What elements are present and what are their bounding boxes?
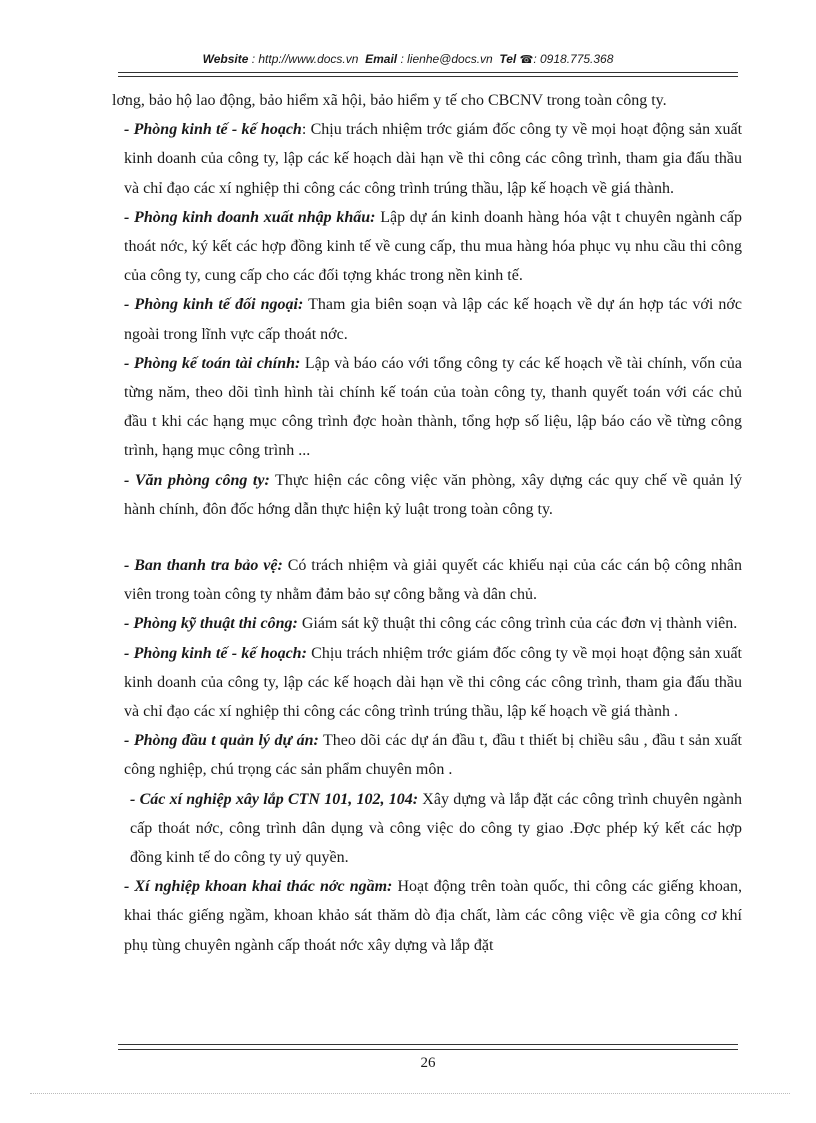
paragraph — [112, 115, 742, 203]
paragraph — [112, 726, 742, 784]
page-header — [0, 52, 816, 66]
paragraph — [112, 551, 742, 609]
tel-value: : 0918.775.368 — [533, 52, 614, 66]
paragraph-text: Hoạt động trên toàn quốc, thi công các giếng khoan, khai thác giếng ngầm, khoan khảo sát thăm dò địa chất, làm các công việc về gia công cơ khí phụ tùng chuyên ngành cấp thoát nớc xây dựng và lắp đặt — [124, 878, 742, 954]
paragraph-text: Tham gia biên soạn và lập các kế hoạch về dự án hợp tác với nớc ngoài trong lĩnh vực cấp thoát nớc. — [124, 296, 742, 343]
footer-rule — [118, 1044, 738, 1050]
paragraph-lead: - Các xí nghiệp xây lắp CTN 101, 102, 104: — [130, 790, 419, 808]
paragraph-lead: - Phòng kế toán tài chính: — [124, 354, 301, 372]
paragraph-text: Lập và báo cáo với tổng công ty các kế hoạch về tài chính, vốn của từng năm, theo dõi tình hình tài chính kế toán của toàn công ty, thanh quyết toán với các chủ đầu t khi các hạng mục công trình đợc hoàn thành, tổng hợp số liệu, lập báo cáo về từng công trình, hạng mục công trình ... — [124, 354, 742, 460]
paragraph — [112, 86, 742, 115]
paragraph — [112, 609, 742, 638]
paragraph — [112, 290, 742, 348]
paragraph-lead: - Phòng kinh tế - kế hoạch — [124, 121, 302, 139]
paragraph — [112, 466, 742, 524]
paragraph-text: Có trách nhiệm và giải quyết các khiếu nại của các cán bộ công nhân viên trong toàn công ty nhằm đảm bảo sự công bằng và dân chủ. — [124, 557, 742, 604]
paragraph-text: : Chịu trách nhiệm trớc giám đốc công ty về mọi hoạt động sản xuất kinh doanh của công ty, lập các kế hoạch dài hạn về thi công các công trình, tham gia đấu thầu và chỉ đạo các xí nghiệp thi công các công trình trúng thầu, lập kế hoạch về giá thành. — [124, 121, 743, 197]
paragraph-lead: - Phòng kinh doanh xuất nhập khẩu: — [124, 208, 376, 226]
tel-label: Tel — [499, 52, 517, 66]
paragraph-lead: - Văn phòng công ty: — [124, 471, 270, 489]
paragraph-text: Giám sát kỹ thuật thi công các công trình của các đơn vị thành viên. — [297, 615, 738, 633]
paragraph-text: Chịu trách nhiệm trớc giám đốc công ty về mọi hoạt động sản xuất kinh doanh của công ty, lập các kế hoạch dài hạn về thi công các công trình, tham gia đấu thầu và chỉ đạo các xí nghiệp thi công các công trình trúng thầu, lập kế hoạch về giá thành . — [124, 644, 743, 721]
paragraph-text: Theo dõi các dự án đầu t, đầu t thiết bị chiều sâu , đầu t sản xuất công nghiệp, chú trọng các sản phẩm chuyên môn . — [124, 732, 742, 779]
paragraph-lead: - Phòng đầu t quản lý dự án: — [124, 732, 319, 750]
paragraph — [112, 203, 742, 291]
paragraph-lead: - Xí nghiệp khoan khai thác nớc ngầm: — [124, 878, 393, 896]
paragraph-lead: - Ban thanh tra bảo vệ: — [124, 557, 283, 575]
paragraph-lead: - Phòng kinh tế - kế hoạch: — [124, 644, 307, 662]
paragraph-text: Thực hiện các công việc văn phòng, xây dựng các quy chế về quản lý hành chính, đôn đốc hớng dẫn thực hiện kỷ luật trong toàn công ty. — [124, 471, 743, 518]
email-value: : lienhe@docs.vn — [400, 52, 493, 66]
paragraph — [112, 872, 742, 960]
header-rule — [118, 72, 738, 77]
phone-icon: ☎ — [519, 54, 534, 66]
paragraph-lead: - Phòng kỹ thuật thi công: — [124, 615, 298, 633]
paragraph-text: Lập dự án kinh doanh hàng hóa vật t chuyên ngành cấp thoát nớc, ký kết các hợp đồng kinh tế về cung cấp, thu mua hàng hóa phục vụ nhu cầu thi công của công ty, cung cấp cho các đối tợng khác trong nền kinh tế. — [124, 208, 742, 285]
website-value: : http://www.docs.vn — [251, 52, 359, 66]
email-label: Email — [365, 52, 398, 66]
website-label: Website — [202, 52, 249, 66]
bottom-dotted-line — [30, 1093, 790, 1094]
document-body — [112, 86, 742, 960]
paragraph — [112, 639, 742, 727]
page-number: 26 — [420, 1055, 436, 1071]
paragraph-text: Xây dựng và lắp đặt các công trình chuyên ngành cấp thoát nớc, công trình dân dụng và công việc do công ty giao .Đợc phép ký kết các hợp đồng kinh tế do công ty uỷ quyền. — [130, 790, 743, 867]
paragraph-text: lơng, bảo hộ lao động, bảo hiểm xã hội, bảo hiểm y tế cho CBCNV trong toàn công ty. — [112, 92, 667, 109]
paragraph-lead: - Phòng kinh tế đối ngoại: — [124, 296, 304, 314]
paragraph — [112, 349, 742, 466]
paragraph — [112, 785, 742, 873]
